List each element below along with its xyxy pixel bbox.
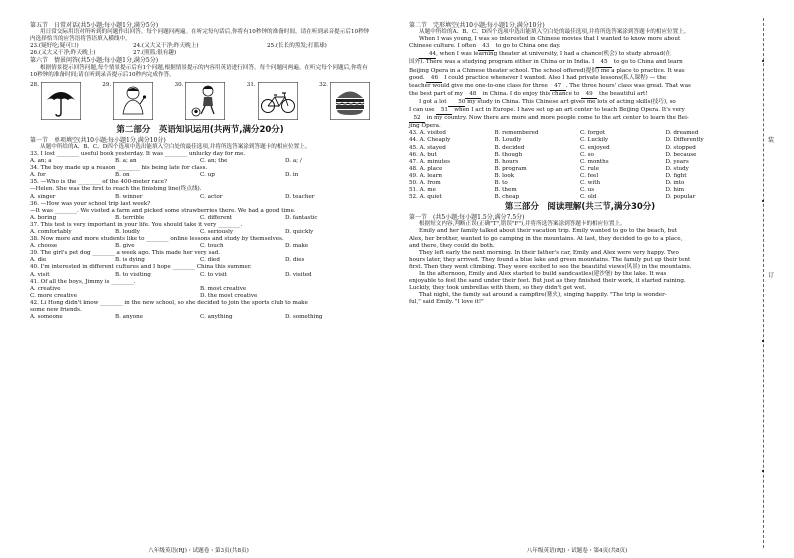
option[interactable]: B. though [494, 151, 523, 158]
option[interactable]: B. is dying [115, 257, 145, 264]
option[interactable]: 49. A. learn [409, 172, 442, 179]
option[interactable]: B. Loudly [494, 137, 522, 144]
option[interactable]: D. into [665, 179, 685, 186]
question-42 [30, 300, 370, 321]
option[interactable]: D. years [665, 158, 689, 165]
option[interactable]: C. anything [200, 314, 233, 321]
blank-49[interactable]: 49 [581, 91, 597, 99]
binding-char: 订 [767, 272, 774, 279]
cloze-line: good. 46 I could practice whenever I wanted. Also I had private lessons(私人课程) — the [409, 75, 751, 83]
cloze-options [409, 130, 751, 201]
binding-dot [762, 340, 764, 342]
picture-32 [319, 82, 370, 122]
option[interactable]: 45. A. stayed [409, 144, 446, 151]
question-41 [30, 279, 370, 300]
option[interactable]: A. die [30, 257, 47, 264]
binding-char: 装 [767, 137, 774, 144]
cloze-option-row [409, 137, 751, 144]
option[interactable]: D. Differently [665, 137, 704, 144]
option[interactable]: C. forgot [580, 130, 605, 137]
passage-line: enjoyable to feel the sand under their feet. But just as they finished their work, it started raining. [409, 278, 686, 285]
option[interactable]: D. teacher [285, 193, 315, 200]
bicycle-icon [258, 82, 298, 120]
blank-46[interactable]: 46 [426, 75, 442, 83]
hamburger-icon [330, 82, 370, 120]
question-stem: 36. —How was your school trip last week? [30, 200, 151, 207]
cloze-instructions: 从题中所给的A、B、C、D四个选项中选出能填入空白处的最佳选项,并将所选答案涂到答题卡的相应位置上。 [419, 29, 690, 36]
option[interactable]: D. dreamed [665, 130, 699, 137]
right-page-footer: 八年级英语(RJ)・试题卷・第4页(共8页) [526, 548, 628, 554]
question-stem: 33. I lost ________ useful book yesterday. It was ________ unlucky day for me. [30, 150, 246, 157]
single-choice-title: 第一节 单项填空(共10小题;每小题1分,满分10分) [30, 136, 166, 144]
cloze-line: When I was young, I was so interested in Chinese movies that I wanted to know more about [419, 36, 681, 43]
reading-section1-title: 第一节 (共5小题;每小题1.5分,满分7.5分) [409, 214, 525, 222]
right-column [409, 22, 751, 306]
cloze-option-row [409, 152, 751, 159]
cloze-line: I can use 51 when I act in Europe. I have set up an art center to teach Beijing Opera. It's very [409, 107, 751, 115]
question-stem: 41. Of all the boys, Jimmy is ________. [30, 278, 136, 285]
picture-31 [247, 82, 298, 122]
option[interactable]: 43. A. visited [409, 130, 447, 137]
option[interactable]: B. a; an [115, 158, 137, 165]
question-stem: 37. This test is very important in your life. You should take it very ________. [30, 221, 243, 228]
option[interactable]: D. because [665, 151, 697, 158]
question-stem: 38. Now more and more students like to ________ online lessons and study by themselves. [30, 236, 284, 243]
cloze-option-row [409, 145, 751, 152]
cloze-line: the best part of my 48 in China. I do enjoy this chance to 49 the beautiful art! [409, 91, 751, 99]
option[interactable]: C. enjoyed [580, 144, 610, 151]
part2-title: 第二部分 英语知识运用(共两节,满分20分) [116, 124, 284, 135]
option[interactable]: D. study [665, 165, 689, 172]
answer-23: 23.(疑好吃;疑可口) [30, 43, 79, 50]
picture-30 [175, 82, 226, 122]
option[interactable]: D. stopped [665, 144, 696, 151]
option[interactable]: B. give [115, 243, 135, 250]
option[interactable]: B. cheap [494, 194, 520, 201]
option[interactable]: A. visit [30, 271, 50, 278]
option[interactable]: B. on [115, 172, 130, 179]
option[interactable]: D. a; / [285, 158, 302, 165]
section6-instructions: 根据情景提示回答问题,每个情景提示后有1个问题,根据情景提示的内容用英语进行回答。每个问题问两遍。在听完每个问题后,你将有10秒钟的准备时间;请在听到录音提示后10秒内完成作答。 [30, 64, 368, 78]
cloze-option-row [409, 180, 751, 187]
question-37 [30, 222, 370, 236]
option[interactable]: D. make [285, 243, 309, 250]
blank-44[interactable]: 44 [419, 51, 436, 59]
reporter-icon [113, 82, 153, 120]
option[interactable]: C. rule [580, 165, 600, 172]
option[interactable]: D. visited [285, 271, 312, 278]
left-page-footer: 八年级英语(RJ)・试题卷・第3页(共8页) [148, 548, 249, 554]
option[interactable]: C. different [200, 214, 233, 221]
section6-title: 第六节 情景问答(共5小题;每小题1分,满分5分) [30, 57, 159, 65]
blank-48[interactable]: 48 [465, 91, 481, 99]
option[interactable]: D. the most creative [200, 292, 258, 299]
answer-24: 24.(又大又干净;昨天晚上) [133, 43, 199, 50]
option[interactable]: 46. A. but [409, 151, 437, 158]
option[interactable]: A. for [30, 172, 46, 179]
option[interactable]: C. so [580, 151, 594, 158]
question-36 [30, 201, 370, 222]
picture-28 [30, 82, 81, 122]
passage-line: ful," said Emily. "I love it!" [409, 299, 484, 306]
option[interactable]: A. boring [30, 214, 57, 221]
option[interactable]: C. months [580, 158, 609, 165]
option[interactable]: C. old [580, 194, 597, 201]
option[interactable]: B. anyone [115, 314, 144, 321]
binding-dot [762, 470, 764, 472]
option[interactable]: A. comfortably [30, 228, 72, 235]
part3-title: 第三部分 阅读理解(共三节,满分30分) [504, 202, 656, 213]
cloze-title: 第二节 完形填空(共10小题;每小题1分,满分10分) [409, 22, 545, 29]
option[interactable]: A. choose [30, 243, 58, 250]
option[interactable]: A. creative [30, 285, 61, 292]
blank-45[interactable]: 45 [596, 59, 612, 67]
cloze-line: jing Opera. [409, 123, 441, 130]
option[interactable]: C. died [200, 257, 220, 264]
question-33 [30, 151, 370, 165]
cloze-option-row [409, 166, 751, 173]
question-stem: 42. Li Hong didn't know ________ in the new school, so she decided to join the sports club to make [30, 299, 308, 306]
cloze-line: 44, when I was learning theater at university, I had a chance(机会) to study abroad(在 [409, 51, 751, 59]
cloze-option-row [409, 130, 751, 137]
option[interactable]: C. to visit [200, 271, 227, 278]
picture-29 [102, 82, 153, 122]
question-stem-line2: —It was ________. We visited a farm and picked some strawberries there. We had a good time. [30, 207, 296, 214]
option[interactable]: C. us [580, 187, 595, 194]
option[interactable]: 50. A. from [409, 179, 441, 186]
passage-line: and there, they could do both. [409, 242, 495, 249]
option[interactable]: B. them [494, 187, 517, 194]
section5-instructions: 用日常交际用语对所听到的问题作出回答。每个问题问两遍。在听完每句话后,你将有10秒钟的准备时间。请在听到录音提示后10秒钟内选择恰当的应答语将答语填入横线中。 [30, 29, 370, 43]
option[interactable]: C. up [200, 172, 215, 179]
question-40 [30, 264, 370, 278]
picture-number: 32. [319, 81, 328, 88]
option[interactable]: C. feel [580, 172, 599, 179]
umbrella-icon [41, 82, 81, 120]
option[interactable]: 47. A. minutes [409, 158, 450, 165]
option[interactable]: B. winner [115, 193, 143, 200]
option[interactable]: A. someone [30, 314, 63, 321]
option[interactable]: D. in [285, 172, 299, 179]
option[interactable]: C. with [580, 179, 601, 186]
binding-dot [762, 200, 764, 202]
option[interactable]: B. decided [494, 144, 525, 151]
option[interactable]: B. loudly [115, 228, 140, 235]
passage-line: Emily and her family talked about their vacation trip. Emily wanted to go to the beach, but [419, 228, 678, 235]
option[interactable]: C. an; the [200, 158, 228, 165]
binding-line [763, 18, 764, 548]
question-stem-line2: some new friends. [30, 307, 82, 313]
option[interactable]: B. hours [494, 158, 519, 165]
option[interactable]: A. singer [30, 193, 56, 200]
cloze-line: Beijing Opera in a Chinese theater school. The school offered(提供) me a place to practice. It was [409, 67, 685, 74]
blank-47[interactable]: 47 [550, 83, 566, 91]
cloze-option-row [409, 173, 751, 180]
reading-section1-instructions: 根据短文内容,判断正误(正确"T",错误"F"),并将所选答案涂到答题卡的相应位置上。 [419, 221, 626, 228]
cloze-line: I got a lot 50 my study in China. This Chinese art gives me lots of acting skills(技巧), so [409, 99, 751, 107]
passage-line: Luckily, they took umbrellas with them, so they didn't get wet. [409, 285, 587, 292]
passage-line: They left early the next morning. In their father's car, Emily and Alex were very happy. Two [419, 249, 679, 256]
cloze-line: 52 in my country. Now there are more and more people come to the art center to learn the Bei- [409, 115, 751, 123]
option[interactable]: C. Luckily [580, 137, 609, 144]
option[interactable]: C. touch [200, 243, 224, 250]
option[interactable]: 44. A. Cheaply [409, 137, 451, 144]
cloze-line: teacher would give me one-to-one class for three 47 . The three hours' class was great. That was [409, 83, 751, 91]
passage-line: That night, the family sat around a campfire(篝火), singing happily. "The trip is wonder- [419, 292, 667, 299]
binding-dot [762, 60, 764, 62]
passage-line: In the afternoon, Emily and Alex started to build sandcastles(建沙堡) by the lake. It was [419, 271, 667, 277]
picture-number: 31. [246, 81, 256, 88]
option[interactable]: D. something [285, 314, 323, 321]
question-stem: 35. —Who is the ________ of the 400-meter race? [30, 179, 168, 186]
question-39 [30, 250, 370, 264]
option[interactable]: D. dies [285, 257, 305, 264]
option[interactable]: D. fantastic [285, 214, 318, 221]
option[interactable]: B. program [494, 165, 527, 172]
cloze-option-row [409, 187, 751, 194]
picture-number: 28. [30, 81, 39, 88]
blank-52[interactable]: 52 [409, 115, 425, 123]
option[interactable]: 51. A. me [409, 187, 436, 194]
question-38 [30, 236, 370, 250]
option[interactable]: D. fight [665, 172, 687, 179]
option[interactable]: C. actor [200, 193, 223, 200]
passage-line: hours later, they arrived. They found a blue lake and green mountains. The family put up their tent [409, 256, 691, 263]
option[interactable]: D. him [665, 187, 685, 194]
option[interactable]: B. to [494, 179, 508, 186]
cloze-line: 国外). There was a studying program either in China or in India. I 45 to go to China and learn [409, 59, 751, 67]
option[interactable]: B. look [494, 172, 515, 179]
section5-title: 第五节 日常对话(共5小题;每小题1分,满分5分) [30, 22, 159, 29]
blank-51[interactable]: 51 [436, 107, 452, 115]
option[interactable]: B. most creative [200, 285, 247, 292]
picture-number: 29. [102, 81, 112, 88]
cloze-passage [409, 36, 751, 130]
option[interactable]: A. an; a [30, 158, 52, 165]
question-34 [30, 165, 370, 179]
cloze-option-row [409, 159, 751, 166]
picture-prompts [30, 82, 370, 122]
right-page [397, 0, 794, 558]
passage-line: Alex, her brother, wanted to go camping in the mountains. At last, they decided to go to a place, [409, 235, 683, 242]
option[interactable]: 52. A. quiet [409, 194, 442, 201]
blank-43[interactable]: 43 [478, 43, 494, 51]
answer-26: 26.(又大又干净;昨天晚上) [30, 50, 96, 57]
football-boy-icon [185, 82, 225, 120]
blank-50[interactable]: 50 [448, 99, 465, 107]
cloze-option-row [409, 194, 751, 201]
option[interactable]: C. more creative [30, 292, 78, 299]
question-stem: 40. I'm interested in different cultures and I hope ________ China this summer. [30, 264, 252, 271]
cloze-line: Chinese culture. I often 43 to go to China one day. [409, 43, 751, 51]
answer-27: 27.(照篮;很有趣) [133, 50, 177, 57]
question-stem-line2: —Helen. She was the first to reach the finishing line(终点线). [30, 186, 202, 193]
question-stem: 39. The girl's pet dog ________ a week ago. This made her very sad. [30, 250, 221, 257]
option[interactable]: B. terrible [115, 214, 145, 221]
option[interactable]: B. to visiting [115, 271, 151, 278]
option[interactable]: 48. A. place [409, 165, 443, 172]
question-35 [30, 179, 370, 200]
question-stem: 34. The boy made up a reason ________ his being late for class. [30, 165, 208, 172]
picture-number: 30. [174, 81, 184, 88]
left-column [30, 22, 370, 321]
option[interactable]: C. seriously [200, 228, 234, 235]
option[interactable]: D. popular [665, 194, 696, 201]
answer-25: 25.(长长的黑发;打篮球) [266, 43, 327, 50]
reading-passage [409, 228, 751, 306]
passage-line: first. Then they went climbing. They were excited to see the beautiful views(风景) in the mountains. [409, 263, 692, 270]
single-choice-instructions: 从题中所给的A、B、C、D四个选项中选出能填入空白处的最佳选项,并将所选答案涂到答题卡的相应位置上。 [40, 143, 311, 150]
option[interactable]: B. remembered [494, 130, 539, 137]
option[interactable]: D. quickly [285, 228, 314, 235]
